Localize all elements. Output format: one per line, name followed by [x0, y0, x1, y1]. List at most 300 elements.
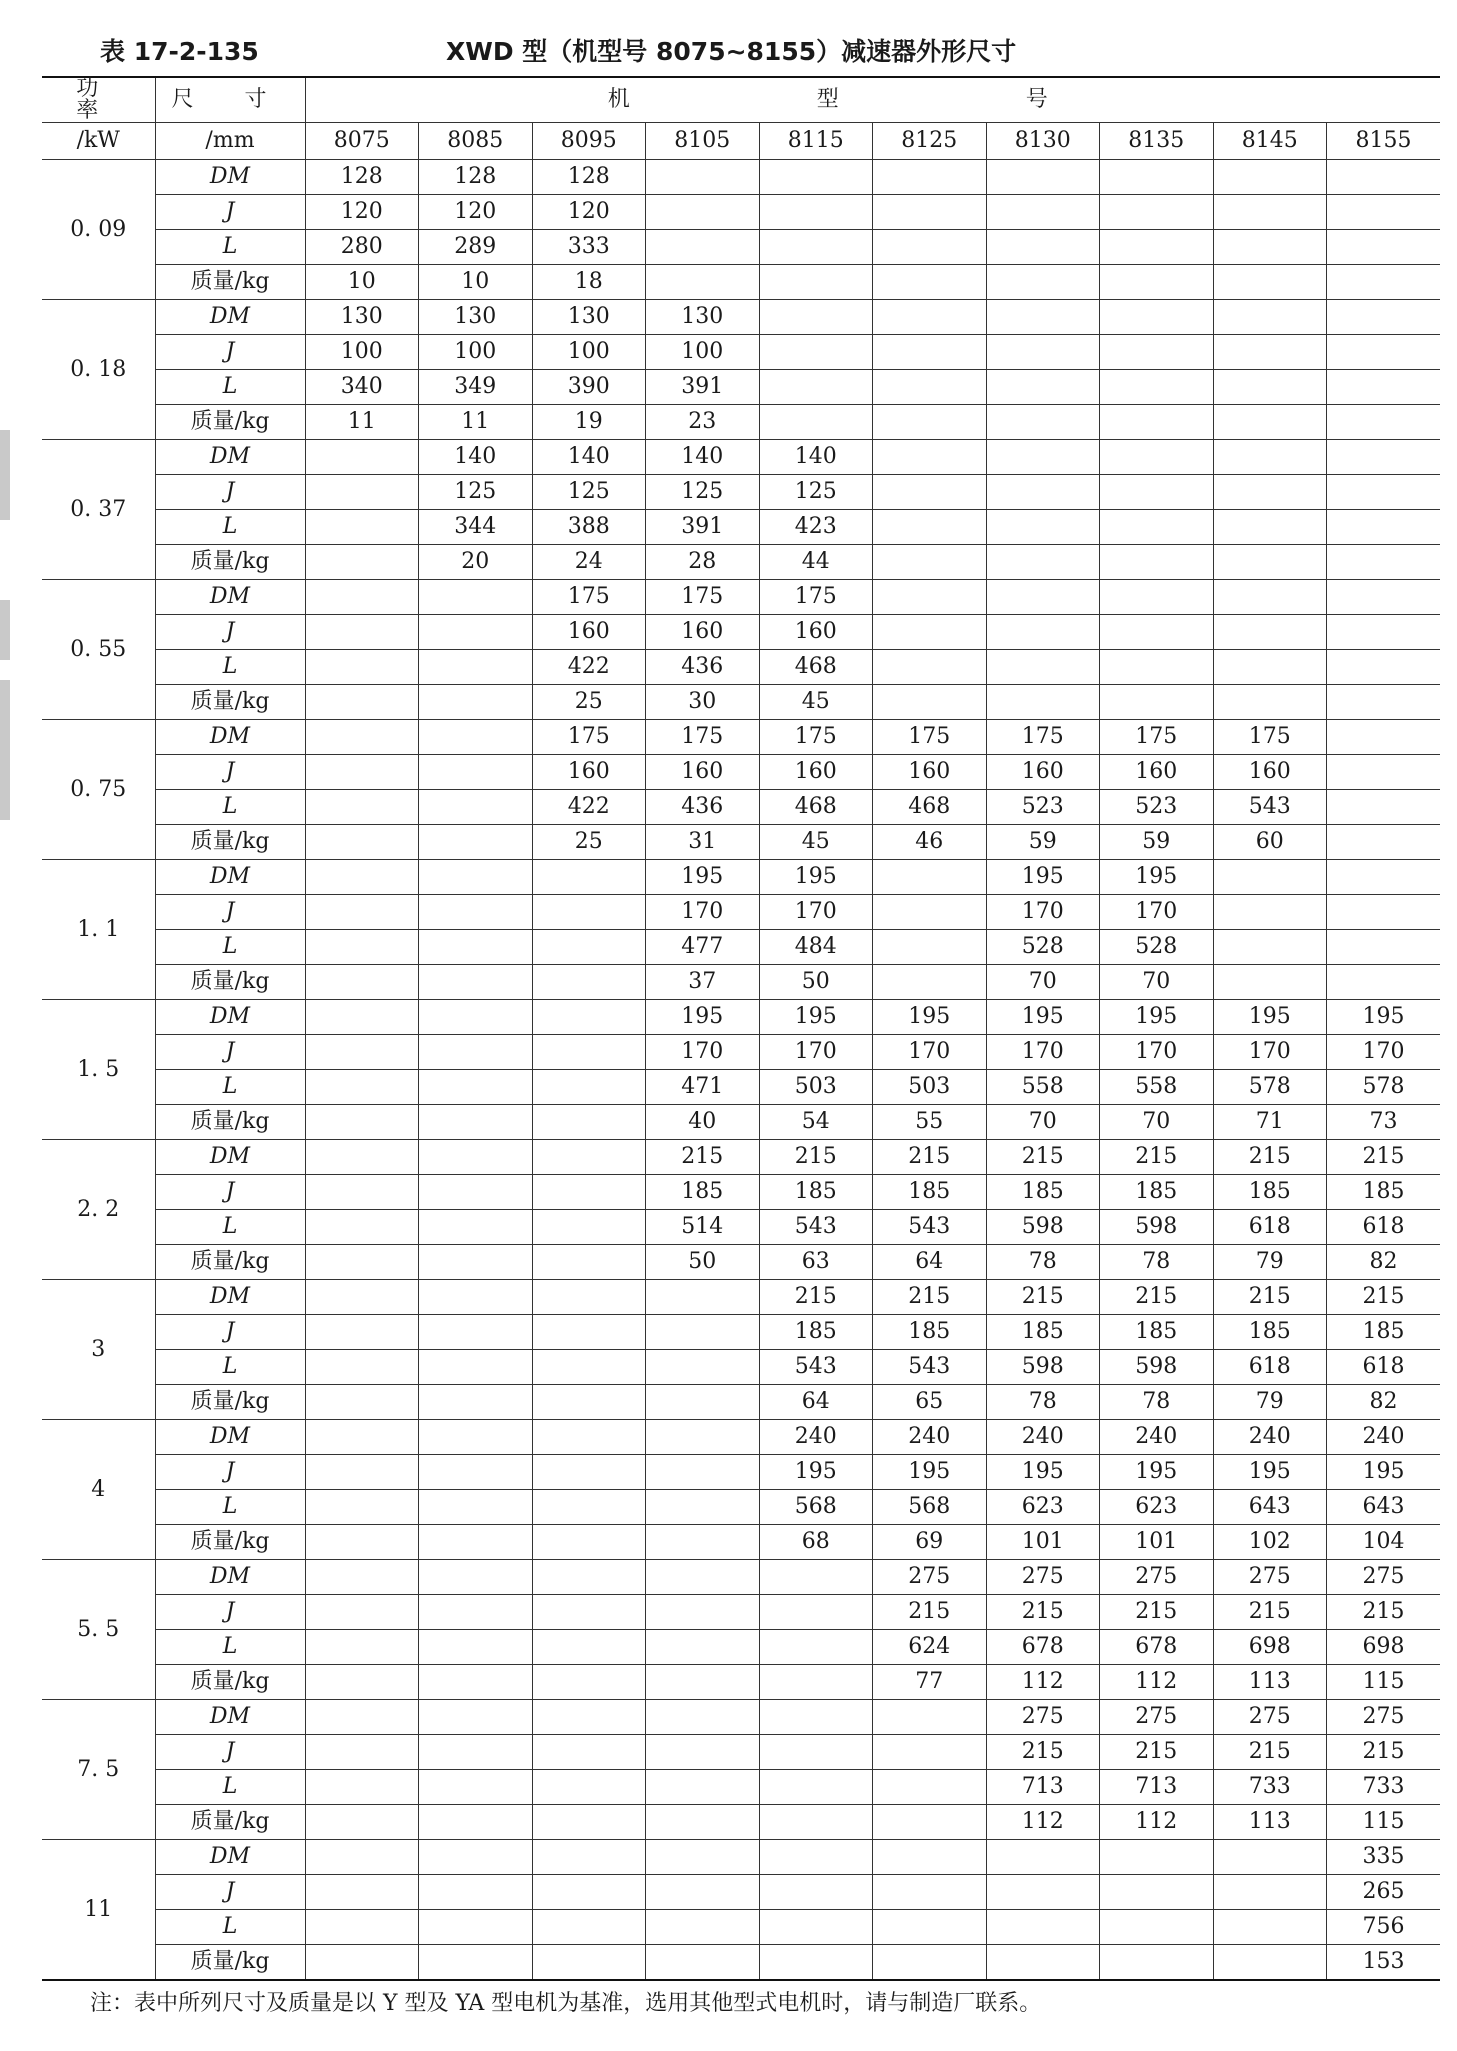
value-cell: 756 — [1327, 1910, 1441, 1945]
dim-key-cell: J — [155, 335, 305, 370]
value-cell: 40 — [646, 1105, 760, 1140]
value-cell — [419, 1525, 533, 1560]
value-cell: 240 — [759, 1420, 873, 1455]
value-cell — [305, 1735, 419, 1770]
value-cell: 160 — [986, 755, 1100, 790]
table-row — [42, 1910, 1440, 1945]
value-cell: 215 — [1100, 1735, 1214, 1770]
value-cell — [532, 1175, 646, 1210]
value-cell — [759, 1840, 873, 1875]
value-cell — [305, 1560, 419, 1595]
value-cell: 46 — [873, 825, 987, 860]
value-cell: 528 — [986, 930, 1100, 965]
table-row — [42, 650, 1440, 685]
value-cell — [1213, 1840, 1327, 1875]
value-cell: 215 — [646, 1140, 760, 1175]
value-cell: 643 — [1327, 1490, 1441, 1525]
value-cell — [1327, 265, 1441, 300]
footnote: 注：表中所列尺寸及质量是以 Y 型及 YA 型电机为基准，选用其他型式电机时，请与制造厂联系。 — [90, 1991, 1042, 2016]
value-cell: 391 — [646, 510, 760, 545]
value-cell — [986, 405, 1100, 440]
value-cell: 78 — [986, 1245, 1100, 1280]
table-row — [42, 1630, 1440, 1665]
value-cell: 140 — [759, 440, 873, 475]
value-cell — [1327, 720, 1441, 755]
value-cell — [646, 1385, 760, 1420]
dim-key-cell: DM — [155, 860, 305, 895]
value-cell: 195 — [646, 860, 760, 895]
value-cell — [873, 615, 987, 650]
value-cell — [305, 1140, 419, 1175]
value-cell: 153 — [1327, 1945, 1441, 1981]
value-cell: 63 — [759, 1245, 873, 1280]
table-row — [42, 1420, 1440, 1455]
value-cell: 25 — [532, 685, 646, 720]
table-row — [42, 1945, 1440, 1981]
dim-key-cell: L — [155, 1350, 305, 1385]
value-cell — [986, 370, 1100, 405]
power-cell: 0. 09 — [42, 160, 155, 300]
value-cell — [873, 265, 987, 300]
table-row — [42, 440, 1440, 475]
value-cell — [419, 1140, 533, 1175]
value-cell: 37 — [646, 965, 760, 1000]
value-cell — [419, 720, 533, 755]
dim-key-cell: DM — [155, 1420, 305, 1455]
value-cell — [1100, 510, 1214, 545]
dim-key-cell: L — [155, 1210, 305, 1245]
title-row — [0, 26, 1457, 76]
value-cell — [419, 930, 533, 965]
value-cell — [646, 1770, 760, 1805]
value-cell: 275 — [1100, 1700, 1214, 1735]
dim-key-cell: J — [155, 195, 305, 230]
value-cell: 160 — [532, 755, 646, 790]
value-cell — [986, 1875, 1100, 1910]
value-cell — [986, 1910, 1100, 1945]
value-cell: 125 — [532, 475, 646, 510]
value-cell — [419, 580, 533, 615]
value-cell: 215 — [986, 1280, 1100, 1315]
value-cell — [873, 1910, 987, 1945]
table-row — [42, 1525, 1440, 1560]
value-cell — [1327, 440, 1441, 475]
power-cell: 1. 5 — [42, 1000, 155, 1140]
value-cell — [759, 1910, 873, 1945]
value-cell — [646, 1875, 760, 1910]
value-cell: 195 — [1213, 1455, 1327, 1490]
value-cell — [532, 1525, 646, 1560]
value-cell: 215 — [1213, 1280, 1327, 1315]
dim-key-cell: 质量/kg — [155, 965, 305, 1000]
value-cell: 160 — [646, 615, 760, 650]
dim-key-cell: J — [155, 1035, 305, 1070]
value-cell — [759, 405, 873, 440]
value-cell — [759, 1945, 873, 1981]
table-row — [42, 1805, 1440, 1840]
dim-key-cell: J — [155, 755, 305, 790]
power-header: 功 率 — [42, 77, 155, 123]
value-cell: 11 — [305, 405, 419, 440]
table-row — [42, 1770, 1440, 1805]
power-cell: 0. 55 — [42, 580, 155, 720]
table-row — [42, 335, 1440, 370]
value-cell: 623 — [1100, 1490, 1214, 1525]
table-row — [42, 1070, 1440, 1105]
value-cell — [305, 1105, 419, 1140]
value-cell — [305, 1840, 419, 1875]
value-cell — [646, 1630, 760, 1665]
value-cell: 78 — [1100, 1385, 1214, 1420]
value-cell: 713 — [1100, 1770, 1214, 1805]
value-cell — [759, 300, 873, 335]
value-cell: 195 — [873, 1000, 987, 1035]
value-cell — [305, 440, 419, 475]
value-cell — [1213, 685, 1327, 720]
value-cell — [1213, 1875, 1327, 1910]
table-row — [42, 1000, 1440, 1035]
value-cell: 195 — [759, 1455, 873, 1490]
value-cell: 70 — [1100, 965, 1214, 1000]
value-cell — [646, 1525, 760, 1560]
table-row — [42, 510, 1440, 545]
value-cell: 100 — [419, 335, 533, 370]
value-cell — [419, 1420, 533, 1455]
value-cell: 195 — [1100, 1455, 1214, 1490]
value-cell — [305, 1315, 419, 1350]
value-cell: 70 — [986, 1105, 1100, 1140]
value-cell: 733 — [1213, 1770, 1327, 1805]
value-cell — [873, 1945, 987, 1981]
value-cell: 185 — [1100, 1175, 1214, 1210]
value-cell: 45 — [759, 685, 873, 720]
table-row — [42, 1665, 1440, 1700]
table-row — [42, 1315, 1440, 1350]
value-cell: 175 — [646, 720, 760, 755]
table-row — [42, 615, 1440, 650]
value-cell — [759, 160, 873, 195]
dim-key-cell: J — [155, 1175, 305, 1210]
value-cell — [419, 615, 533, 650]
value-cell: 175 — [873, 720, 987, 755]
value-cell — [1100, 195, 1214, 230]
table-row — [42, 930, 1440, 965]
value-cell — [646, 1805, 760, 1840]
value-cell: 170 — [1213, 1035, 1327, 1070]
value-cell: 543 — [759, 1210, 873, 1245]
value-cell — [419, 860, 533, 895]
value-cell — [873, 195, 987, 230]
value-cell — [532, 1875, 646, 1910]
value-cell: 115 — [1327, 1805, 1441, 1840]
value-cell — [1213, 405, 1327, 440]
value-cell — [873, 650, 987, 685]
value-cell — [873, 1840, 987, 1875]
value-cell: 160 — [759, 755, 873, 790]
table-row — [42, 370, 1440, 405]
value-cell — [986, 580, 1100, 615]
value-cell: 195 — [759, 1000, 873, 1035]
value-cell — [305, 1665, 419, 1700]
value-cell: 113 — [1213, 1805, 1327, 1840]
value-cell — [532, 1210, 646, 1245]
value-cell: 25 — [532, 825, 646, 860]
value-cell: 423 — [759, 510, 873, 545]
value-cell — [1100, 615, 1214, 650]
value-cell — [1100, 1945, 1214, 1981]
value-cell: 60 — [1213, 825, 1327, 860]
value-cell — [1213, 265, 1327, 300]
value-cell — [759, 335, 873, 370]
table-row — [42, 1210, 1440, 1245]
value-cell — [419, 1875, 533, 1910]
value-cell — [873, 1875, 987, 1910]
value-cell — [532, 1665, 646, 1700]
value-cell — [1213, 300, 1327, 335]
value-cell: 543 — [873, 1350, 987, 1385]
table-row — [42, 195, 1440, 230]
value-cell: 100 — [532, 335, 646, 370]
value-cell: 54 — [759, 1105, 873, 1140]
value-cell: 422 — [532, 650, 646, 685]
value-cell — [419, 1735, 533, 1770]
value-cell: 125 — [419, 475, 533, 510]
value-cell — [532, 1735, 646, 1770]
value-cell: 733 — [1327, 1770, 1441, 1805]
value-cell: 175 — [532, 720, 646, 755]
value-cell: 558 — [986, 1070, 1100, 1105]
value-cell — [532, 1035, 646, 1070]
value-cell — [532, 1770, 646, 1805]
scan-edge-mark — [0, 680, 10, 820]
value-cell — [419, 1910, 533, 1945]
value-cell: 698 — [1327, 1630, 1441, 1665]
value-cell — [1327, 685, 1441, 720]
value-cell: 275 — [1213, 1700, 1327, 1735]
value-cell — [1327, 335, 1441, 370]
dim-key-cell: DM — [155, 1700, 305, 1735]
dim-key-cell: J — [155, 475, 305, 510]
value-cell — [1327, 300, 1441, 335]
table-body — [42, 160, 1440, 1981]
value-cell: 528 — [1100, 930, 1214, 965]
value-cell — [305, 965, 419, 1000]
dim-key-cell: 质量/kg — [155, 1245, 305, 1280]
power-cell: 3 — [42, 1280, 155, 1420]
value-cell — [646, 195, 760, 230]
value-cell: 68 — [759, 1525, 873, 1560]
value-cell — [419, 650, 533, 685]
value-cell: 11 — [419, 405, 533, 440]
value-cell — [646, 1665, 760, 1700]
table-row — [42, 1280, 1440, 1315]
value-cell — [1100, 335, 1214, 370]
value-cell: 275 — [986, 1560, 1100, 1595]
value-cell: 23 — [646, 405, 760, 440]
value-cell: 45 — [759, 825, 873, 860]
value-cell: 69 — [873, 1525, 987, 1560]
value-cell — [532, 1245, 646, 1280]
value-cell — [305, 790, 419, 825]
value-cell: 195 — [986, 1455, 1100, 1490]
value-cell: 55 — [873, 1105, 987, 1140]
value-cell: 598 — [986, 1350, 1100, 1385]
value-cell — [419, 1700, 533, 1735]
value-cell: 175 — [986, 720, 1100, 755]
value-cell — [532, 1280, 646, 1315]
value-cell: 598 — [1100, 1210, 1214, 1245]
value-cell: 185 — [646, 1175, 760, 1210]
value-cell: 19 — [532, 405, 646, 440]
value-cell: 112 — [1100, 1665, 1214, 1700]
value-cell: 185 — [986, 1315, 1100, 1350]
dim-key-cell: J — [155, 1315, 305, 1350]
value-cell — [419, 1630, 533, 1665]
dim-key-cell: DM — [155, 1140, 305, 1175]
value-cell — [419, 1350, 533, 1385]
value-cell — [305, 1070, 419, 1105]
value-cell — [1100, 405, 1214, 440]
value-cell — [986, 335, 1100, 370]
value-cell: 468 — [759, 790, 873, 825]
value-cell — [1213, 475, 1327, 510]
dim-key-cell: L — [155, 650, 305, 685]
value-cell: 344 — [419, 510, 533, 545]
value-cell — [305, 580, 419, 615]
value-cell — [532, 1630, 646, 1665]
value-cell: 185 — [873, 1315, 987, 1350]
value-cell — [532, 1000, 646, 1035]
table-row — [42, 1350, 1440, 1385]
value-cell — [759, 195, 873, 230]
value-cell — [1327, 965, 1441, 1000]
value-cell: 160 — [1100, 755, 1214, 790]
value-cell: 120 — [419, 195, 533, 230]
value-cell — [873, 545, 987, 580]
dim-key-cell: DM — [155, 300, 305, 335]
value-cell — [305, 1770, 419, 1805]
dim-key-cell: L — [155, 370, 305, 405]
value-cell — [1213, 230, 1327, 265]
value-cell: 170 — [986, 895, 1100, 930]
value-cell: 185 — [1100, 1315, 1214, 1350]
value-cell — [873, 1770, 987, 1805]
value-cell: 568 — [759, 1490, 873, 1525]
value-cell — [305, 1280, 419, 1315]
dim-key-cell: DM — [155, 1840, 305, 1875]
value-cell — [1213, 580, 1327, 615]
value-cell: 215 — [986, 1140, 1100, 1175]
value-cell: 215 — [873, 1280, 987, 1315]
value-cell: 65 — [873, 1385, 987, 1420]
value-cell — [1327, 580, 1441, 615]
value-cell: 130 — [305, 300, 419, 335]
value-cell — [305, 860, 419, 895]
value-cell — [1100, 1910, 1214, 1945]
value-cell: 265 — [1327, 1875, 1441, 1910]
value-cell: 185 — [1213, 1175, 1327, 1210]
value-cell — [1100, 1875, 1214, 1910]
value-cell: 195 — [1100, 860, 1214, 895]
value-cell: 160 — [532, 615, 646, 650]
value-cell — [873, 685, 987, 720]
value-cell — [419, 965, 533, 1000]
dim-key-cell: J — [155, 895, 305, 930]
value-cell: 170 — [759, 895, 873, 930]
value-cell: 128 — [419, 160, 533, 195]
value-cell: 185 — [986, 1175, 1100, 1210]
table-row — [42, 1140, 1440, 1175]
value-cell — [873, 160, 987, 195]
table-row — [42, 1595, 1440, 1630]
value-cell: 215 — [1327, 1140, 1441, 1175]
value-cell — [532, 1350, 646, 1385]
value-cell: 598 — [986, 1210, 1100, 1245]
power-cell: 0. 18 — [42, 300, 155, 440]
value-cell: 59 — [986, 825, 1100, 860]
value-cell — [1213, 615, 1327, 650]
value-cell: 170 — [759, 1035, 873, 1070]
dim-key-cell: L — [155, 1630, 305, 1665]
dim-key-cell: DM — [155, 1560, 305, 1595]
value-cell — [646, 1595, 760, 1630]
value-cell: 175 — [532, 580, 646, 615]
value-cell: 24 — [532, 545, 646, 580]
value-cell — [419, 1245, 533, 1280]
value-cell — [1213, 335, 1327, 370]
value-cell — [873, 440, 987, 475]
value-cell — [419, 1210, 533, 1245]
dim-key-cell: J — [155, 1455, 305, 1490]
value-cell — [986, 510, 1100, 545]
value-cell — [646, 1910, 760, 1945]
value-cell — [759, 370, 873, 405]
model-header-cell: 8105 — [646, 123, 760, 160]
value-cell — [532, 1805, 646, 1840]
value-cell: 678 — [986, 1630, 1100, 1665]
value-cell — [305, 825, 419, 860]
value-cell: 160 — [759, 615, 873, 650]
value-cell: 623 — [986, 1490, 1100, 1525]
table-row — [42, 300, 1440, 335]
dim-key-cell: J — [155, 1875, 305, 1910]
model-header-cell: 8125 — [873, 123, 987, 160]
value-cell — [873, 475, 987, 510]
value-cell: 185 — [1213, 1315, 1327, 1350]
value-cell — [986, 230, 1100, 265]
value-cell — [305, 1875, 419, 1910]
value-cell — [419, 1490, 533, 1525]
value-cell: 170 — [1100, 895, 1214, 930]
value-cell — [419, 1805, 533, 1840]
value-cell: 31 — [646, 825, 760, 860]
value-cell: 185 — [1327, 1315, 1441, 1350]
value-cell: 77 — [873, 1665, 987, 1700]
value-cell: 215 — [1327, 1735, 1441, 1770]
value-cell — [1100, 475, 1214, 510]
value-cell — [305, 1350, 419, 1385]
value-cell — [419, 685, 533, 720]
value-cell — [419, 1070, 533, 1105]
dim-key-cell: L — [155, 230, 305, 265]
value-cell: 170 — [986, 1035, 1100, 1070]
value-cell — [986, 265, 1100, 300]
value-cell: 82 — [1327, 1245, 1441, 1280]
value-cell: 120 — [532, 195, 646, 230]
value-cell — [305, 1700, 419, 1735]
value-cell: 578 — [1327, 1070, 1441, 1105]
dim-key-cell: DM — [155, 580, 305, 615]
